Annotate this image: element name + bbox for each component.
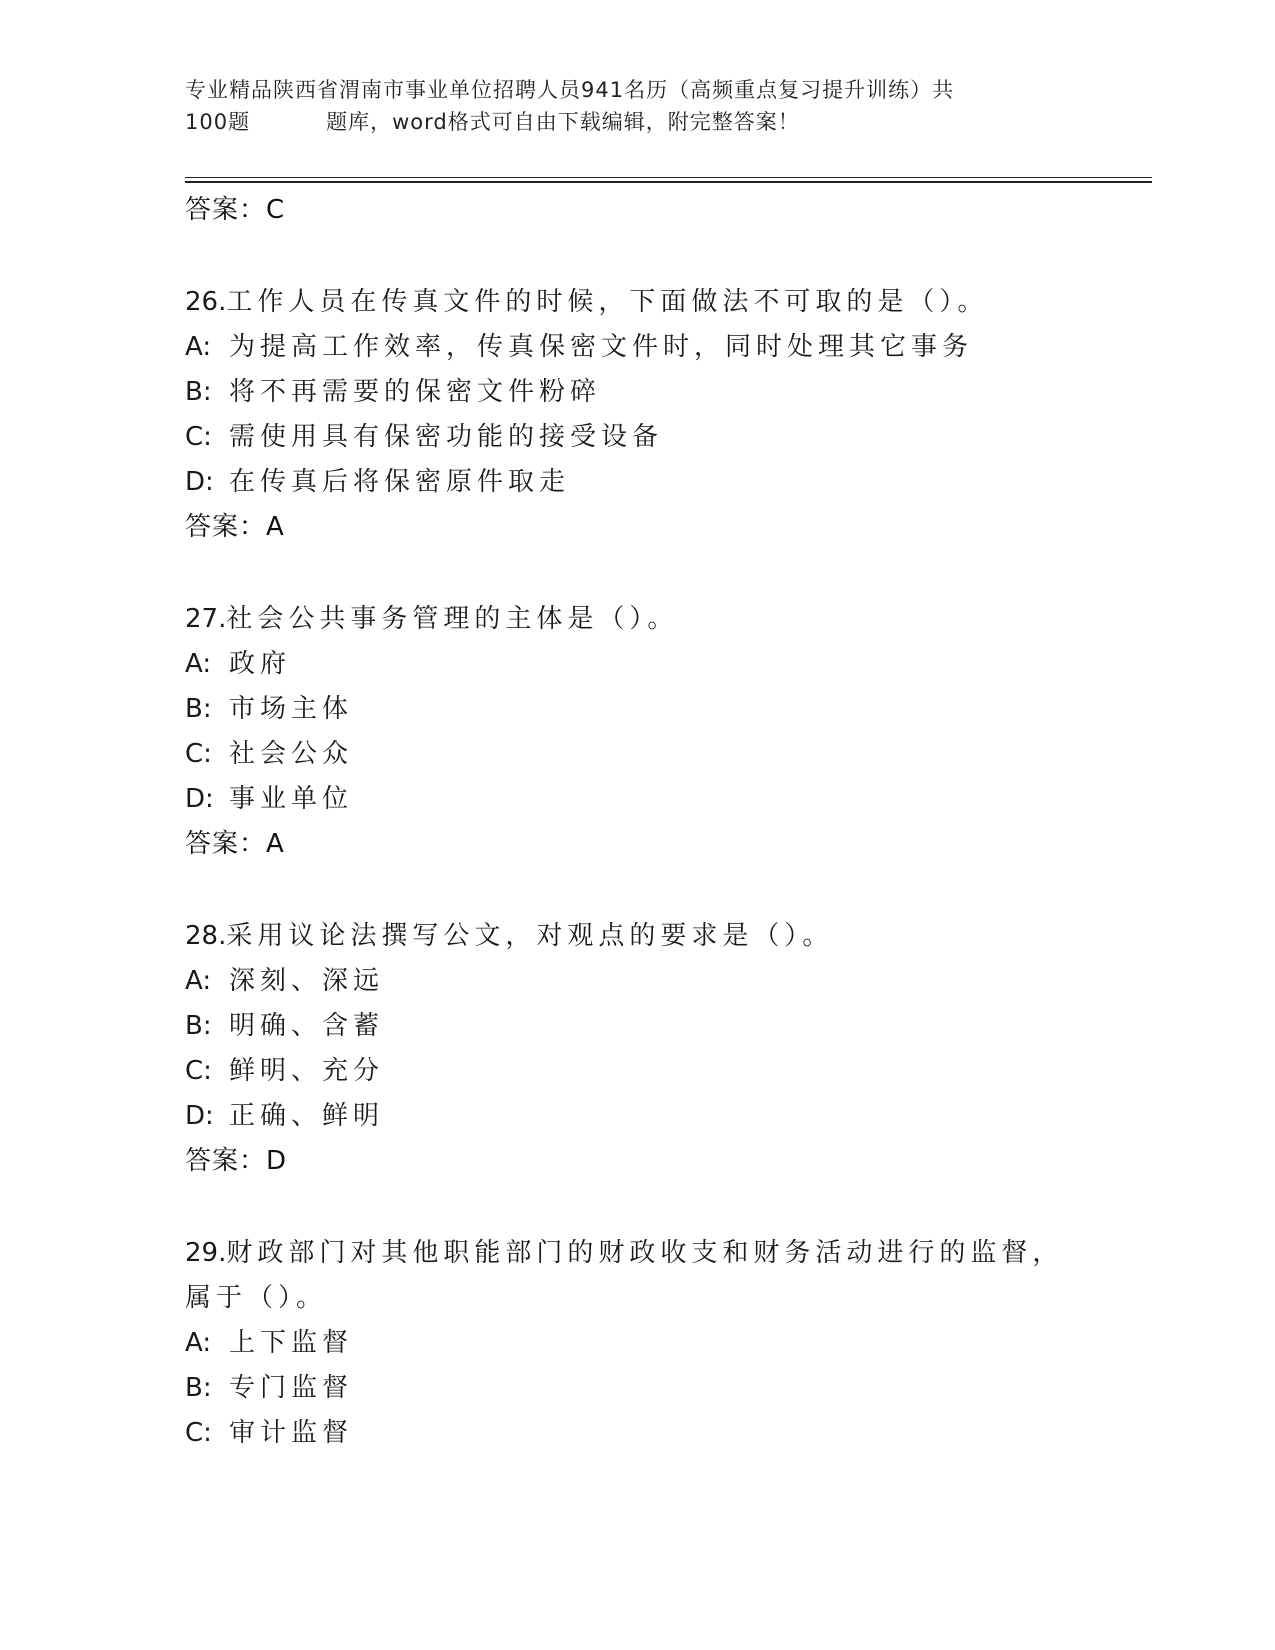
question-body: 财政部门对其他职能部门的财政收支和财务活动进行的监督，属于（）。: [185, 1238, 1064, 1313]
option-text: 在传真后将保密原件取走: [229, 467, 571, 497]
question-text: [185, 280, 1085, 325]
answer-label: 答案：A: [185, 829, 285, 859]
option-text: 将不再需要的保密文件粉碎: [229, 377, 602, 407]
question-27: [185, 597, 1085, 866]
block-spacer: [185, 1183, 1085, 1231]
question-28: [185, 914, 1085, 1183]
option-text: 为提高工作效率，传真保密文件时，同时处理其它事务: [229, 332, 974, 362]
option-text: 需使用具有保密功能的接受设备: [229, 422, 664, 452]
question-content: [185, 188, 1085, 1456]
option-letter: B:: [185, 1011, 212, 1041]
option-letter: C:: [185, 1056, 212, 1086]
header-line-2-right: 题库，word格式可自由下载编辑，附完整答案！: [326, 110, 800, 134]
option-text: 专门监督: [229, 1373, 354, 1403]
block-spacer: [185, 549, 1085, 597]
option-letter: D:: [185, 467, 214, 497]
option-letter: B:: [185, 377, 212, 407]
option-letter: A:: [185, 1328, 212, 1358]
option-letter: C:: [185, 1418, 212, 1448]
option-b: [185, 687, 1085, 732]
option-text: 政府: [229, 649, 292, 679]
option-a: [185, 1321, 1085, 1366]
option-letter: A:: [185, 332, 212, 362]
option-text: 明确、含蓄: [229, 1011, 385, 1041]
header-line-2: [185, 106, 1085, 138]
header-gap: [250, 106, 326, 138]
option-c: [185, 732, 1085, 777]
option-text: 深刻、深远: [229, 966, 385, 996]
question-number: 29.: [185, 1238, 227, 1268]
option-text: 审计监督: [229, 1418, 354, 1448]
option-letter: C:: [185, 739, 212, 769]
option-letter: D:: [185, 784, 214, 814]
question-text: [185, 914, 1085, 959]
option-a: [185, 325, 1085, 370]
option-letter: A:: [185, 966, 212, 996]
header-line-2-left: 100题: [185, 110, 251, 134]
block-spacer: [185, 232, 1085, 280]
question-text: [185, 1231, 1085, 1321]
option-letter: B:: [185, 694, 212, 724]
option-text: 社会公众: [229, 739, 354, 769]
option-letter: D:: [185, 1101, 214, 1131]
header-line-1: 专业精品陕西省渭南市事业单位招聘人员941名历（高频重点复习提升训练）共: [185, 78, 955, 102]
option-letter: C:: [185, 422, 212, 452]
option-c: [185, 1049, 1085, 1094]
option-c: [185, 1411, 1085, 1456]
option-text: 上下监督: [229, 1328, 354, 1358]
option-d: [185, 460, 1085, 505]
option-b: [185, 1004, 1085, 1049]
option-text: 鲜明、充分: [229, 1056, 385, 1086]
question-text: [185, 597, 1085, 642]
option-letter: A:: [185, 649, 212, 679]
question-26: [185, 280, 1085, 549]
header-divider-thin: [185, 177, 1152, 178]
option-text: 正确、鲜明: [229, 1101, 385, 1131]
question-number: 26.: [185, 287, 227, 317]
option-b: [185, 370, 1085, 415]
page-header: [185, 74, 1085, 138]
question-body: 社会公共事务管理的主体是（）。: [226, 604, 679, 634]
question-29: [185, 1231, 1085, 1456]
answer-label: 答案：C: [185, 195, 286, 225]
option-d: [185, 1094, 1085, 1139]
question-number: 27.: [185, 604, 227, 634]
header-divider-thick: [185, 181, 1152, 183]
option-letter: B:: [185, 1373, 212, 1403]
answer-label: 答案：A: [185, 512, 285, 542]
option-text: 事业单位: [229, 784, 354, 814]
question-number: 28.: [185, 921, 227, 951]
option-a: [185, 642, 1085, 687]
question-body: 采用议论法撰写公文，对观点的要求是（）。: [226, 921, 834, 951]
option-text: 市场主体: [229, 694, 354, 724]
option-c: [185, 415, 1085, 460]
answer-label: 答案：D: [185, 1146, 288, 1176]
question-body: 工作人员在传真文件的时候，下面做法不可取的是（）。: [226, 287, 989, 317]
block-spacer: [185, 866, 1085, 914]
option-a: [185, 959, 1085, 1004]
option-b: [185, 1366, 1085, 1411]
option-d: [185, 777, 1085, 822]
